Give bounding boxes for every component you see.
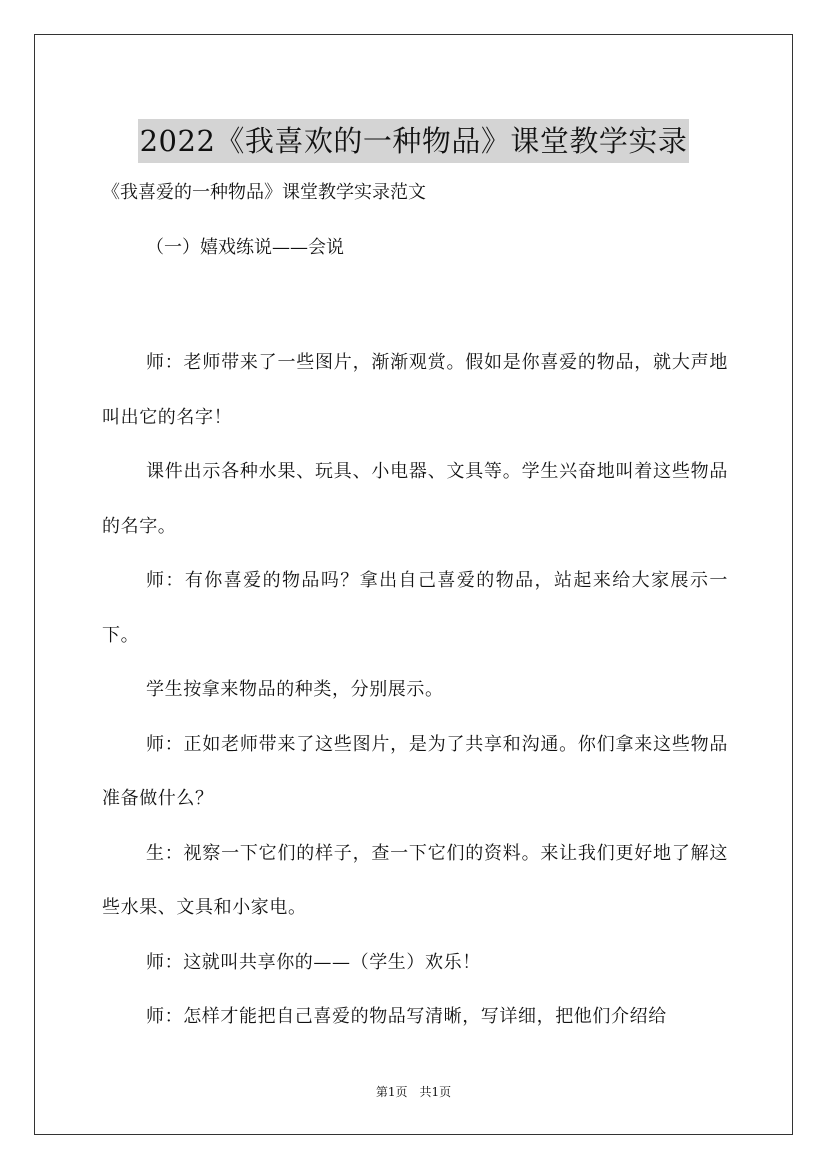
paragraph: 师：老师带来了一些图片，渐渐观赏。假如是你喜爱的物品，就大声地叫出它的名字！ xyxy=(102,352,728,428)
paragraph: 课件出示各种水果、玩具、小电器、文具等。学生兴奋地叫着这些物品的名字。 xyxy=(102,461,728,537)
paragraph: 学生按拿来物品的种类，分别展示。 xyxy=(146,679,444,700)
title-container xyxy=(0,100,827,183)
paragraph: 师：正如老师带来了这些图片，是为了共享和沟通。你们拿来这些物品准备做什么？ xyxy=(102,733,728,809)
section-heading: （一）嬉戏练说——会说 xyxy=(146,237,344,258)
document-subtitle: 《我喜爱的一种物品》课堂教学实录范文 xyxy=(102,182,426,203)
document-body xyxy=(102,336,728,1045)
paragraph: 生：视察一下它们的样子，查一下它们的资料。来让我们更好地了解这些水果、文具和小家电。 xyxy=(102,842,728,918)
page-footer: 第1页 共1页 xyxy=(375,1085,452,1099)
document-title: 2022《我喜欢的一种物品》课堂教学实录 xyxy=(138,119,690,163)
paragraph: 师：怎样才能把自己喜爱的物品写清晰，写详细，把他们介绍给 xyxy=(146,1006,667,1027)
paragraph: 师：有你喜爱的物品吗？拿出自己喜爱的物品，站起来给大家展示一下。 xyxy=(102,570,728,646)
paragraph: 师：这就叫共享你的——（学生）欢乐！ xyxy=(146,951,481,973)
